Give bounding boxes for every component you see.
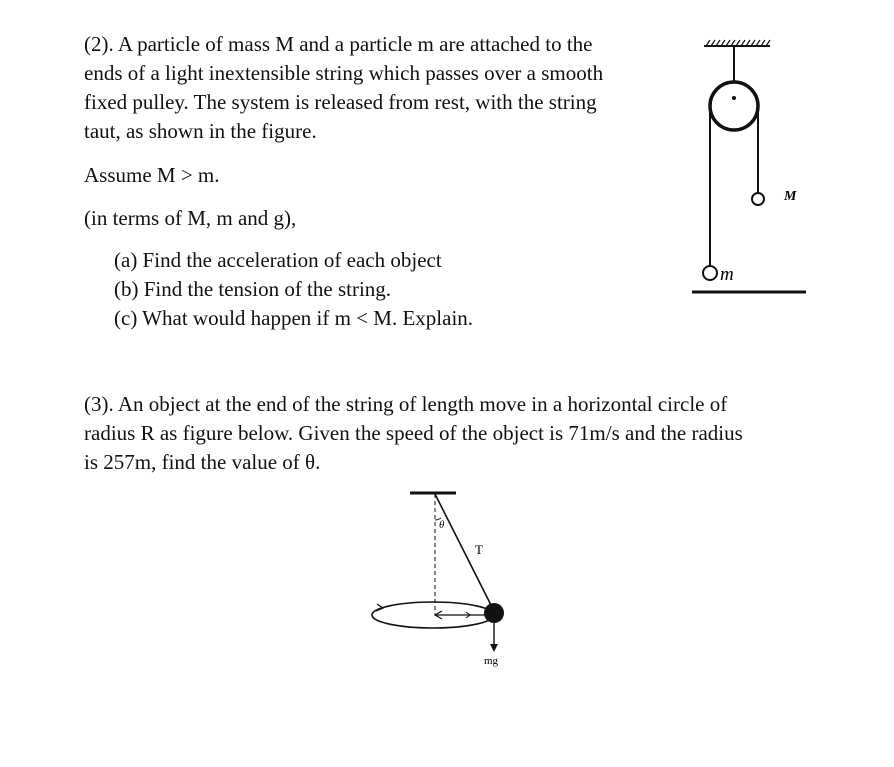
q3-statement (84, 390, 844, 477)
label-mass-small: m (720, 264, 734, 285)
q2-line-4: taut, as shown in the figure. (84, 119, 317, 143)
q2-statement (84, 30, 664, 146)
pulley-axle (732, 96, 736, 100)
conical-pendulum-figure (360, 480, 530, 680)
angle-label: θ (439, 519, 445, 531)
mass-big (752, 193, 764, 205)
tension-label: T (475, 542, 483, 557)
q2-part-c: (c) What would happen if m < M. Explain. (114, 306, 474, 330)
q3-line-1: (3). An object at the end of the string of length move in a horizontal circle of (84, 392, 728, 416)
q2-line-2: ends of a light inextensible string which passes over a smooth (84, 61, 604, 85)
weight-arrow-head (490, 644, 498, 652)
q2-terms: (in terms of M, m and g), (84, 206, 297, 230)
q3-line-3: is 257m, find the value of θ. (84, 450, 321, 474)
q3-line-2: radius R as figure below. Given the speed of the object is 71m/s and the radius (84, 421, 743, 445)
q2-parts-list (114, 246, 473, 333)
pendulum-string (435, 494, 494, 611)
circle-motion-arrow (376, 604, 383, 611)
q2-line-1: (2). A particle of mass M and a particle m are attached to the (84, 32, 593, 56)
q2-part-a: (a) Find the acceleration of each object (114, 248, 442, 272)
label-mass-big: M (784, 189, 797, 204)
pendulum-bob (484, 603, 504, 623)
pulley-wheel (710, 82, 758, 130)
mass-small (703, 266, 717, 280)
weight-label: mg (484, 655, 499, 667)
q2-assumption: Assume M > m. (84, 163, 220, 187)
q2-part-b: (b) Find the tension of the string. (114, 277, 392, 301)
q2-line-3: fixed pulley. The system is released from rest, with the string (84, 90, 597, 114)
pulley-figure (680, 30, 820, 310)
